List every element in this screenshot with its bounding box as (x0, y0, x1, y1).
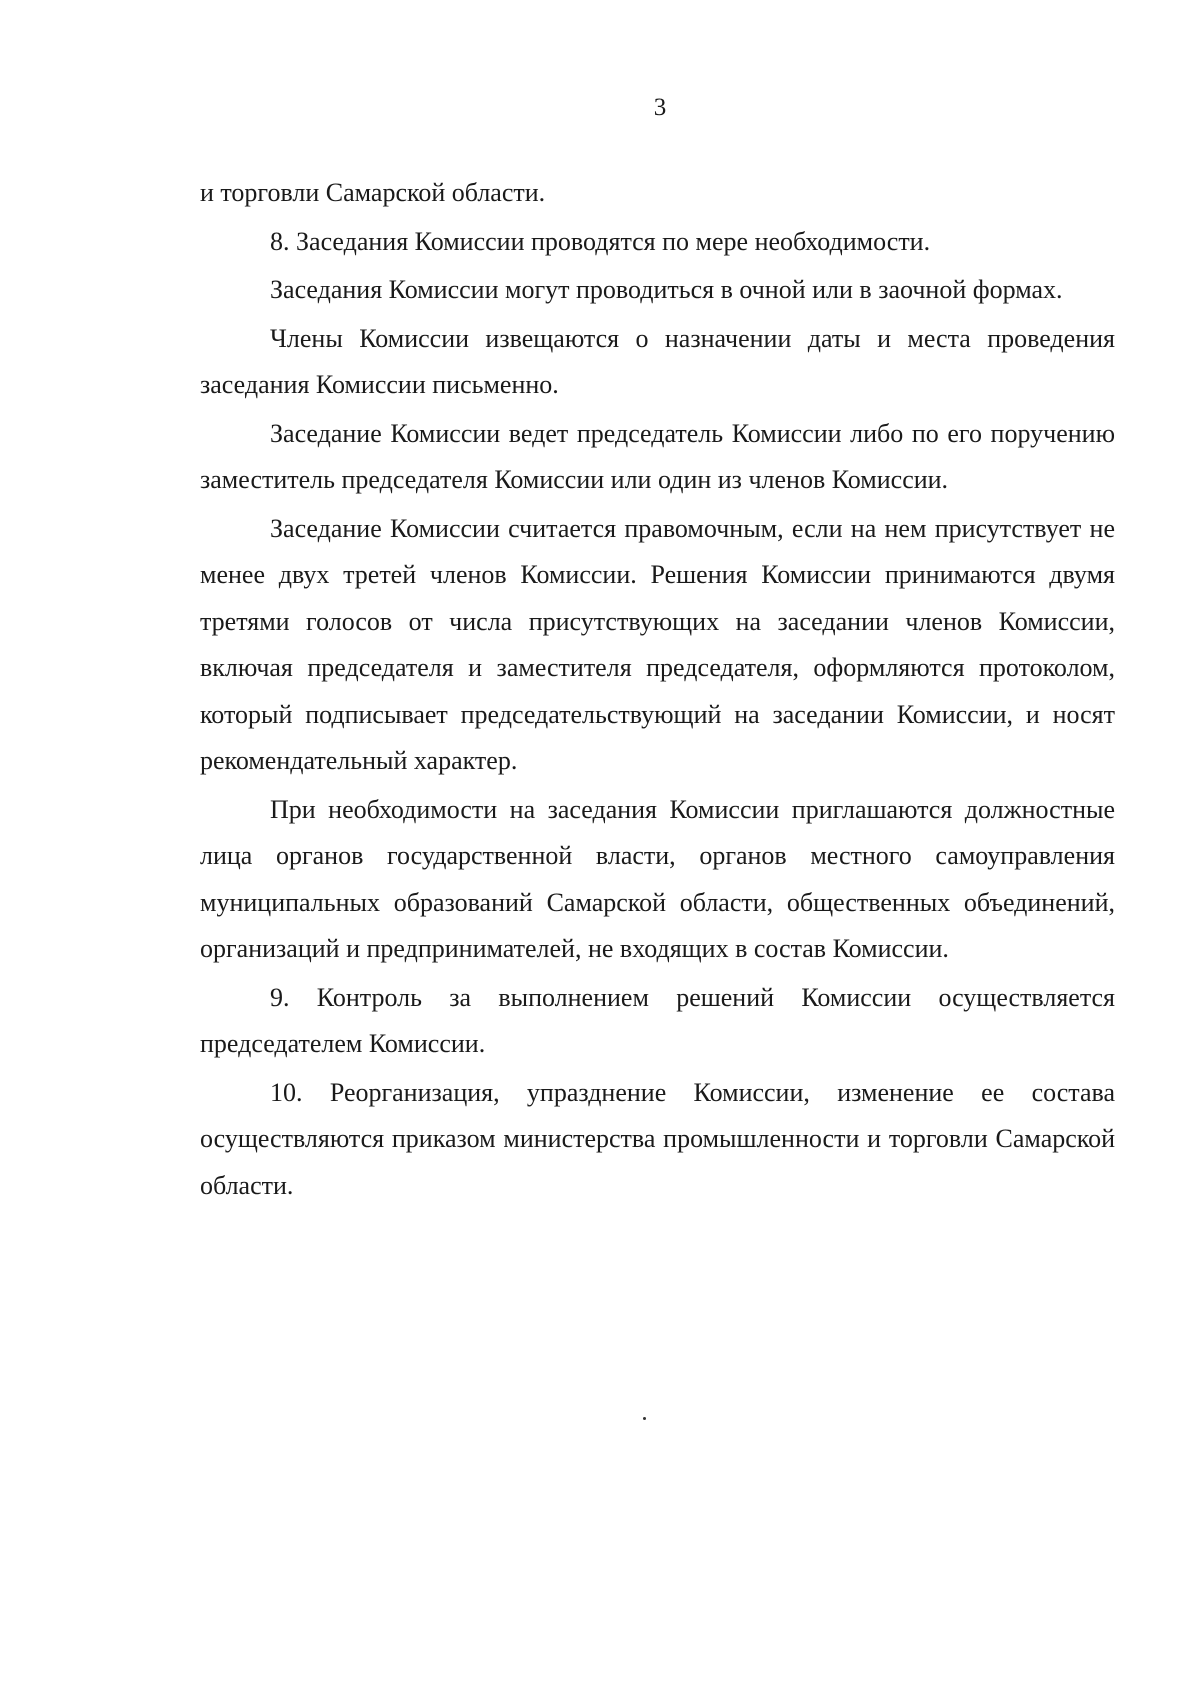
document-body (200, 170, 1115, 1211)
stray-mark (643, 1417, 646, 1420)
paragraph-member-notification: Члены Комиссии извещаются о назначении даты и места проведения заседания Комиссии письменно. (200, 323, 1115, 399)
paragraph-invited-persons: При необходимости на заседания Комиссии приглашаются должностные лица органов государственной власти, органов местного самоуправления муниципальных образований Самарской области, общественных объединений, организаций и предпринимателей, не входящих в состав Комиссии. (200, 794, 1115, 963)
paragraph-continuation: и торговли Самарской области. (200, 178, 546, 207)
paragraph-item-8: 8. Заседания Комиссии проводятся по мере необходимости. (270, 226, 931, 256)
paragraph-meeting-forms: Заседания Комиссии могут проводиться в очной или в заочной формах. (270, 275, 1063, 304)
page-number: 3 (653, 94, 667, 121)
paragraph-item-9: 9. Контроль за выполнением решений Комиссии осуществляется председателем Комиссии. (200, 982, 1115, 1058)
paragraph-item-10: 10. Реорганизация, упразднение Комиссии, изменение ее состава осуществляются приказом министерства промышленности и торговли Самарской области. (200, 1077, 1115, 1200)
paragraph-meeting-chair: Заседание Комиссии ведет председатель Комиссии либо по его поручению заместитель председателя Комиссии или один из членов Комиссии. (200, 418, 1115, 494)
paragraph-quorum-decisions: Заседание Комиссии считается правомочным, если на нем присутствует не менее двух третей членов Комиссии. Решения Комиссии принимаются двумя третями голосов от числа присутствующих на заседании членов Комиссии, включая председателя и заместителя председателя, оформляются протоколом, который подписывает председательствующий на заседании Комиссии, и носят рекомендательный характер. (200, 513, 1115, 775)
